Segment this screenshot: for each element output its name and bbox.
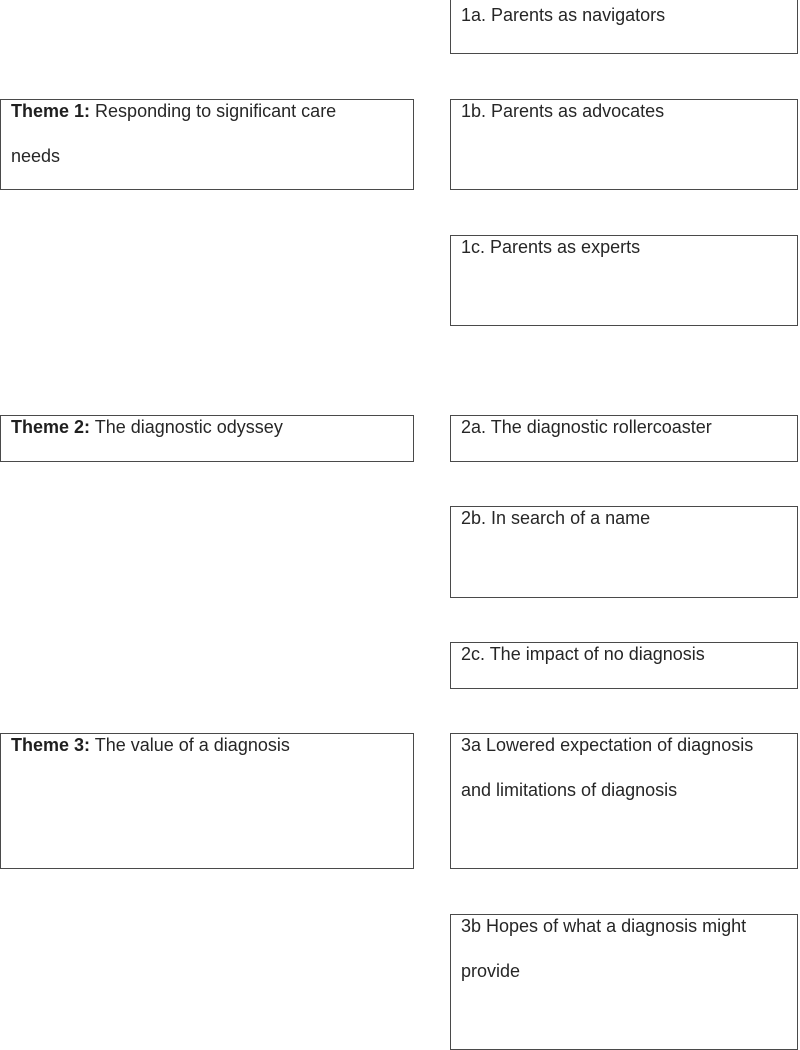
theme-1-prefix: Theme 1: [11, 101, 91, 121]
subtheme-1a-label: 1a. Parents as navigators [461, 5, 666, 25]
theme-3-prefix: Theme 3: [11, 735, 91, 755]
subtheme-2b-box [450, 506, 798, 598]
subtheme-2c-label: 2c. The impact of no diagnosis [461, 644, 705, 664]
subtheme-2b-label: 2b. In search of a name [461, 508, 651, 528]
subtheme-3a-label-line-2: and limitations of diagnosis [461, 780, 678, 800]
subtheme-2a-box [450, 415, 798, 462]
theme-1-title-part-2: needs [11, 146, 61, 166]
subtheme-2c-box [450, 642, 798, 689]
subtheme-1b-label: 1b. Parents as advocates [461, 101, 665, 121]
subtheme-3b-box [450, 914, 798, 1050]
theme-3-title: The value of a diagnosis [94, 735, 290, 755]
theme-2-title: The diagnostic odyssey [94, 417, 283, 437]
theme-2-line-1 [11, 415, 403, 450]
theme-3-line-1 [11, 733, 403, 768]
theme-3-box [0, 733, 414, 869]
subtheme-1b-box [450, 99, 798, 190]
subtheme-3a-box [450, 733, 798, 869]
subtheme-1c-box [450, 235, 798, 326]
theme-2-box [0, 415, 414, 462]
theme-1-title-part-1: Responding to significant care [95, 101, 337, 121]
subtheme-3b-label-line-1: 3b Hopes of what a diagnosis might [461, 916, 747, 936]
subtheme-3b-label-line-2: provide [461, 961, 521, 981]
subtheme-1c-label: 1c. Parents as experts [461, 237, 641, 257]
theme-2-prefix: Theme 2: [11, 417, 91, 437]
subtheme-3a-label-line-1: 3a Lowered expectation of diagnosis [461, 735, 754, 755]
subtheme-2a-label: 2a. The diagnostic rollercoaster [461, 417, 712, 437]
subtheme-1a-box [450, 0, 798, 54]
theme-1-box [0, 99, 414, 190]
theme-1-line-1 [11, 99, 403, 134]
